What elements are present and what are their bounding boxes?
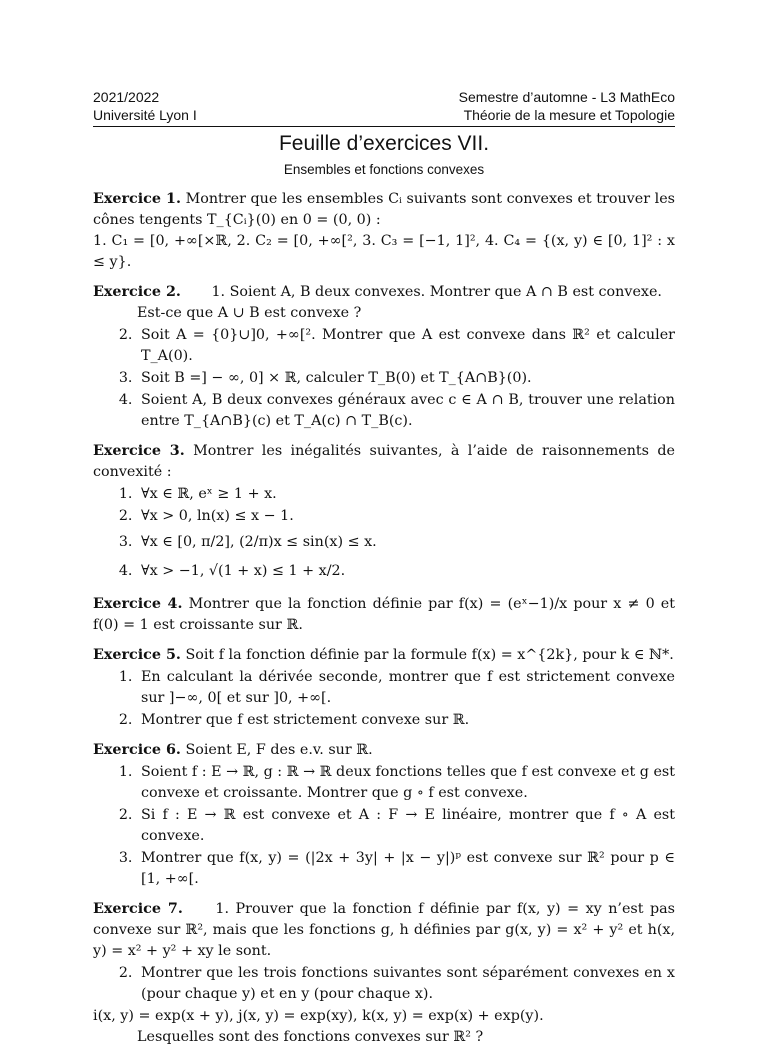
- exercise-5: [93, 645, 675, 731]
- inequality-item: 3. ∀x ∈ [0, π/2], (2/π)x ≤ sin(x) ≤ x.: [137, 528, 675, 556]
- exercise-4-statement: [93, 594, 675, 636]
- exercise-6-item: 3. Montrer que f(x, y) = (|2x + 3y| + |x − y|)ᵖ est convexe sur ℝ² pour p ∈ [1, +∞[.: [137, 848, 675, 890]
- exercise-2-item-continuation: Est-ce que A ∪ B est convexe ?: [137, 305, 362, 321]
- exercise-3-heading: Exercice 3.: [93, 443, 185, 459]
- inequality-item: 4. ∀x > −1, √(1 + x) ≤ 1 + x/2.: [137, 557, 675, 585]
- exercise-7-list: [93, 963, 675, 1005]
- exercise-7-heading: Exercice 7.: [93, 901, 183, 917]
- inequality-item: 1. ∀x ∈ ℝ, eˣ ≥ 1 + x.: [137, 484, 675, 505]
- exercise-2-item: 3. Soit B =] − ∞, 0] × ℝ, calculer T_B(0) et T_{A∩B}(0).: [137, 368, 675, 389]
- exercise-7-formula: i(x, y) = exp(x + y), j(x, y) = exp(xy), k(x, y) = exp(x) + exp(y).: [93, 1008, 544, 1024]
- exercise-7-item: 2. Montrer que les trois fonctions suivantes sont séparément convexes en x (pour chaque y) et en y (pour chaque x).: [137, 963, 675, 1005]
- semester-label: Semestre d’automne - L3 MathEco: [458, 89, 675, 105]
- exercise-1-text: Montrer que les ensembles Cᵢ suivants sont convexes et trouver les cônes tengents T_{Cᵢ}(0) en 0 = (0, 0) :: [93, 191, 676, 228]
- exercise-6-text: Soient E, F des e.v. sur ℝ.: [185, 742, 373, 758]
- page-title: Feuille d’exercices VII.: [278, 132, 490, 155]
- exercise-2-list: [93, 325, 675, 432]
- header-right: [459, 88, 675, 124]
- exercise-2: [93, 282, 675, 432]
- exercise-7-item: Prouver que la fonction f définie par f(x, y) = xy n’est pas convexe sur ℝ², mais que les fonctions g, h définies par g(x, y) = x² + y² et h(x, y) = x² + y² + xy le sont.: [93, 901, 676, 959]
- exercise-5-heading: Exercice 5.: [93, 647, 181, 663]
- exercise-3-list: [93, 484, 675, 585]
- exercise-7: [93, 899, 675, 1048]
- exercise-1-heading: Exercice 1.: [93, 191, 181, 207]
- exercise-6-heading: Exercice 6.: [93, 742, 181, 758]
- exercise-2-item: 2. Soit A = {0}∪]0, +∞[². Montrer que A est convexe dans ℝ² et calculer T_A(0).: [137, 325, 675, 367]
- exercise-4-text: Montrer que la fonction définie par f(x) = (eˣ−1)/x pour x ≠ 0 et f(0) = 1 est croissante sur ℝ.: [93, 596, 676, 633]
- exercise-2-item: Soient A, B deux convexes. Montrer que A ∩ B est convexe.: [229, 284, 662, 300]
- exercise-3: [93, 441, 675, 585]
- exercise-1-statement: [93, 189, 675, 231]
- exercise-4-heading: Exercice 4.: [93, 596, 183, 612]
- exercise-6-statement: [93, 740, 675, 761]
- exercise-5-item: 1. En calculant la dérivée seconde, montrer que f est strictement convexe sur ]−∞, 0[ et sur ]0, +∞[.: [137, 667, 675, 709]
- header-divider: [93, 126, 675, 127]
- exercise-5-item: 2. Montrer que f est strictement convexe sur ℝ.: [137, 710, 675, 731]
- inequality-item: 2. ∀x > 0, ln(x) ≤ x − 1.: [137, 506, 675, 527]
- page-subtitle: Ensembles et fonctions convexes: [283, 162, 485, 177]
- academic-year: 2021/2022: [93, 89, 160, 105]
- exercise-3-text: Montrer les inégalités suivantes, à l’aide de raisonnements de convexité :: [93, 443, 676, 480]
- header-left: [93, 88, 197, 124]
- exercise-4: [93, 594, 675, 636]
- page-header: [93, 88, 675, 124]
- exercise-3-statement: [93, 441, 675, 483]
- exercise-5-text: Soit f la fonction définie par la formule f(x) = x^{2k}, pour k ∈ ℕ*.: [185, 647, 674, 663]
- exercise-6: [93, 740, 675, 890]
- exercise-1: [93, 189, 675, 273]
- exercise-2-statement: Exercice 2. 1. Soient A, B deux convexes. Montrer que A ∩ B est convexe.: [93, 284, 662, 300]
- exercise-sheet: [93, 88, 675, 1057]
- exercise-2-heading: Exercice 2.: [93, 284, 181, 300]
- exercise-2-item: 4. Soient A, B deux convexes généraux avec c ∈ A ∩ B, trouver une relation entre T_{A∩B}(c) et T_A(c) ∩ T_B(c).: [137, 390, 675, 432]
- exercise-1-sets: 1. C₁ = [0, +∞[×ℝ, 2. C₂ = [0, +∞[², 3. C₃ = [−1, 1]², 4. C₄ = {(x, y) ∈ [0, 1]² : x ≤ y}.: [93, 233, 675, 270]
- exercise-5-list: [93, 667, 675, 731]
- university-name: Université Lyon I: [93, 107, 197, 123]
- exercise-5-statement: [93, 645, 675, 666]
- exercise-7-question: Lesquelles sont des fonctions convexes sur ℝ² ?: [137, 1029, 484, 1045]
- exercise-6-item: 1. Soient f : E → ℝ, g : ℝ → ℝ deux fonctions telles que f est convexe et g est convexe et croissante. Montrer que g ∘ f est convexe.: [137, 762, 675, 804]
- exercise-7-statement: Exercice 7. 1. Prouver que la fonction f définie par f(x, y) = xy n’est pas convexe sur ℝ², mais que les fonctions g, h définies par g(x, y) = x² + y² et h(x, y) = x² + y² + xy le sont.: [93, 901, 676, 959]
- exercise-6-list: [93, 762, 675, 890]
- course-name: Théorie de la mesure et Topologie: [463, 107, 675, 123]
- exercise-6-item: 2. Si f : E → ℝ est convexe et A : F → E linéaire, montrer que f ∘ A est convexe.: [137, 805, 675, 847]
